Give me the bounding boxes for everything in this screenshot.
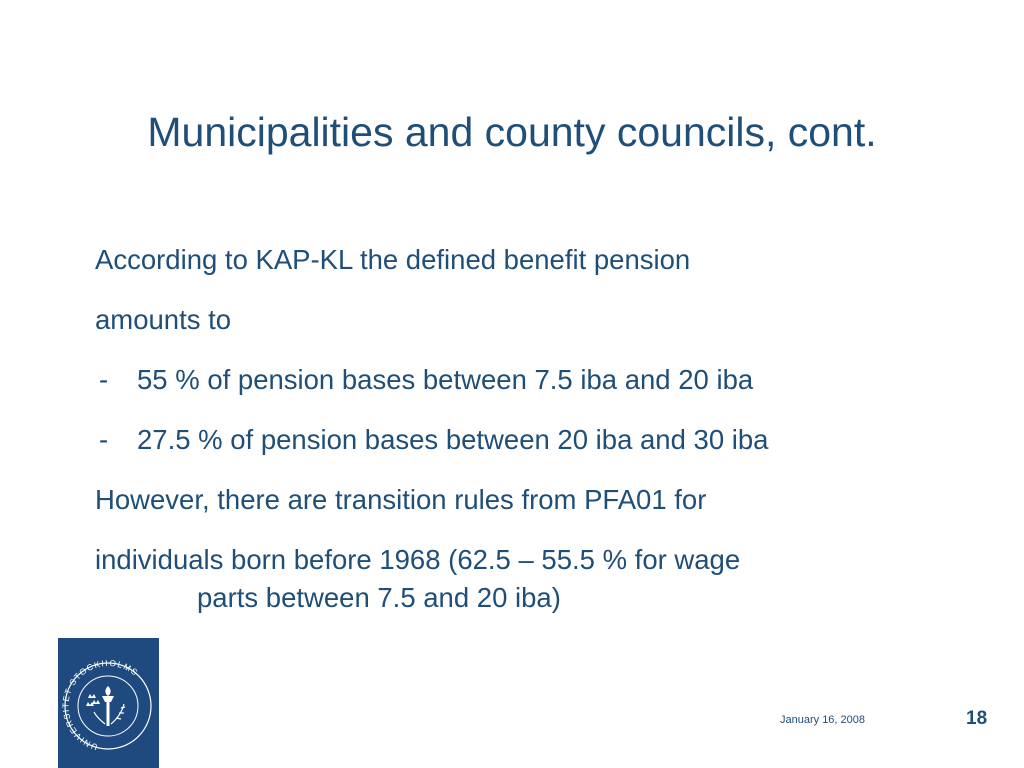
page-number: 18 <box>966 708 988 729</box>
bullet-item-1 <box>95 350 995 410</box>
slide-body <box>95 230 995 616</box>
footer-date: January 16, 2008 <box>780 714 866 726</box>
svg-text:UNIVERSITET STOCKHOLMS: UNIVERSITET STOCKHOLMS <box>60 657 141 753</box>
note-line-2: individuals born before 1968 (62.5 – 55.5 % for wage <box>95 544 741 575</box>
university-logo <box>58 638 159 768</box>
note-line-3: parts between 7.5 and 20 iba) <box>197 582 561 613</box>
slide-title: Municipalities and county councils, cont. <box>147 109 877 155</box>
bullet-marker: - <box>99 424 109 455</box>
bullet-text: 27.5 % of pension bases between 20 iba and 30 iba <box>137 424 769 455</box>
bullet-item-2 <box>95 410 995 470</box>
stockholm-university-seal-icon <box>58 638 159 768</box>
intro-line-1: According to KAP-KL the defined benefit pension <box>95 244 691 275</box>
intro-line-2: amounts to <box>95 304 232 335</box>
bullet-text: 55 % of pension bases between 7.5 iba and 20 iba <box>137 364 754 395</box>
bullet-marker: - <box>99 364 109 395</box>
note-line-1: However, there are transition rules from PFA01 for <box>95 484 707 515</box>
